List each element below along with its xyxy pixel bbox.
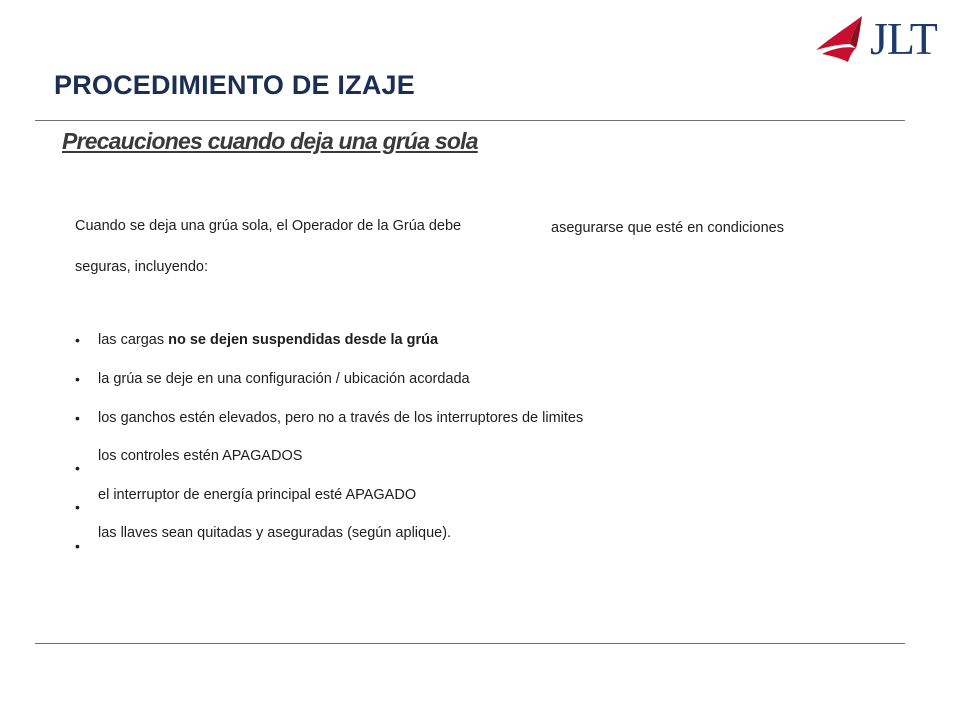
bullet-icon: • <box>75 460 80 476</box>
list-item-text: las llaves sean quitadas y aseguradas (según aplique). <box>98 525 452 541</box>
list-item-text: la grúa se deje en una configuración / ubicación acordada <box>98 371 470 387</box>
list-item-text: los ganchos estén elevados, pero no a través de los interruptores de limites <box>98 410 584 426</box>
list-item-text-bold: no se dejen suspendidas desde la grúa <box>168 332 439 348</box>
intro-line-2: seguras, incluyendo: <box>75 259 208 275</box>
jlt-swoosh-icon <box>812 10 872 68</box>
intro-line-1: Cuando se deja una grúa sola, el Operador de la Grúa debe <box>75 218 462 234</box>
list-item-text-normal: las cargas <box>98 332 169 348</box>
top-divider <box>35 120 905 121</box>
jlt-logo <box>812 10 958 68</box>
bottom-divider <box>35 643 905 644</box>
bullet-icon: • <box>75 332 80 348</box>
bullet-icon: • <box>75 538 80 554</box>
section-subtitle: Precauciones cuando deja una grúa sola <box>62 128 478 154</box>
page-title: PROCEDIMIENTO DE IZAJE <box>54 70 415 100</box>
bullet-icon: • <box>75 371 80 387</box>
list-item-text: los controles estén APAGADOS <box>98 448 303 464</box>
list-item-text: el interruptor de energía principal esté APAGADO <box>98 487 417 503</box>
list-item-text <box>98 332 438 348</box>
bullet-icon: • <box>75 410 80 426</box>
intro-line-1-continuation: asegurarse que esté en condiciones <box>551 220 784 236</box>
bullet-icon: • <box>75 499 80 515</box>
logo-text: JLT <box>870 13 937 64</box>
